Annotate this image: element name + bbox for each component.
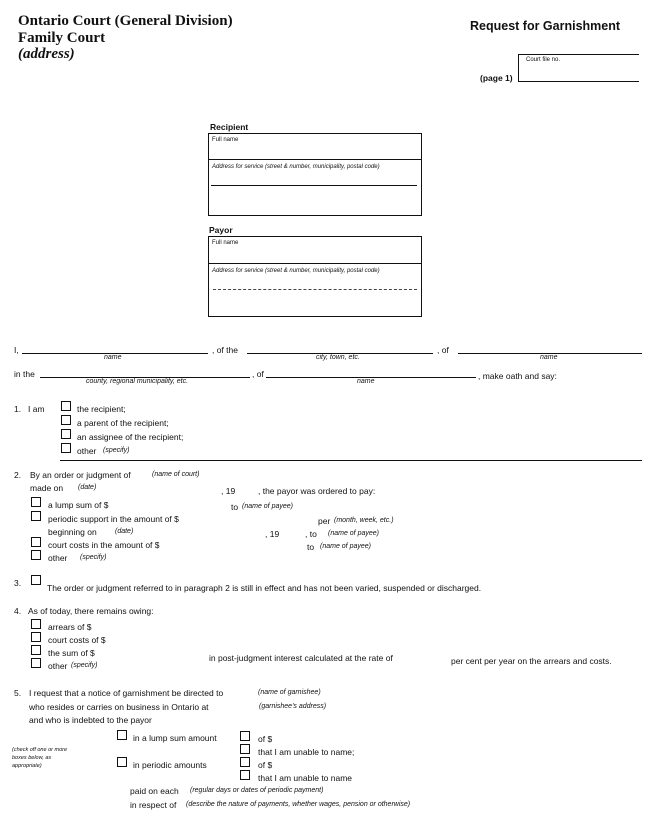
payor-address-field[interactable] — [213, 289, 417, 290]
recipient-full-name-field[interactable] — [209, 159, 421, 160]
p1-recipient-label: the recipient; — [77, 404, 126, 414]
p2-payee2-label: (name of payee) — [328, 530, 379, 537]
oath-make-oath: , make oath and say: — [478, 371, 557, 381]
oath-county-label: county, regional municipality, etc. — [86, 378, 189, 385]
p2-number: 2. — [14, 470, 22, 480]
oath-in-the: in the — [14, 369, 35, 379]
p2-per-label: (month, week, etc.) — [334, 517, 394, 524]
p2-beginning: beginning on — [48, 527, 97, 537]
p4-costs-label: court costs of $ — [48, 635, 106, 645]
p5-line1: I request that a notice of garnishment be directed to — [29, 688, 224, 698]
court-file-field[interactable] — [518, 81, 639, 82]
p4-arrears-label: arrears of $ — [48, 622, 92, 632]
p2-lump-label: a lump sum of $ — [48, 500, 109, 510]
p3-number: 3. — [14, 578, 22, 588]
p3-checkbox[interactable] — [31, 575, 41, 585]
oath-of: , of — [437, 345, 449, 355]
p5-lump-checkbox[interactable] — [117, 730, 127, 740]
p4-sum-label: the sum of $ — [48, 648, 95, 658]
p2-ordered: , the payor was ordered to pay: — [258, 486, 376, 496]
oath-i: I, — [14, 345, 19, 355]
oath-name2-label: name — [540, 354, 558, 361]
p1-i-am: I am — [28, 404, 45, 414]
p5-of2-checkbox[interactable] — [240, 757, 250, 767]
p2-per: per — [318, 516, 331, 526]
p2-other-checkbox[interactable] — [31, 550, 41, 560]
page-number: (page 1) — [480, 73, 513, 83]
p5-in-respect: in respect of — [130, 800, 177, 810]
court-branch: Family Court — [18, 30, 106, 46]
court-address: (address) — [18, 46, 75, 62]
payor-address-label: Address for service (street & number, municipality, postal code) — [212, 268, 380, 274]
p1-assignee-checkbox[interactable] — [61, 429, 71, 439]
p5-address-label: (garnishee's address) — [259, 703, 327, 710]
payor-box — [208, 236, 422, 317]
p1-parent-checkbox[interactable] — [61, 415, 71, 425]
p2-to1: to — [231, 502, 239, 512]
p1-other-field[interactable] — [60, 460, 642, 461]
p5-of2-label: of $ — [258, 760, 273, 770]
p5-garnishee-label: (name of garnishee) — [258, 689, 321, 696]
recipient-box — [208, 133, 422, 216]
p2-periodic-checkbox[interactable] — [31, 511, 41, 521]
p4-costs-checkbox[interactable] — [31, 632, 41, 642]
p5-line3: and who is indebted to the payor — [29, 715, 152, 725]
p5-unable2-checkbox[interactable] — [240, 770, 250, 780]
p1-parent-label: a parent of the recipient; — [77, 418, 169, 428]
p4-interest-label: in post-judgment interest calculated at the rate of — [209, 653, 393, 663]
p1-other-checkbox[interactable] — [61, 443, 71, 453]
p4-text: As of today, there remains owing: — [28, 606, 154, 616]
p1-assignee-label: an assignee of the recipient; — [77, 432, 184, 442]
p2-payee1-label: (name of payee) — [242, 503, 293, 510]
p5-respect-label: (describe the nature of payments, whether wages, pension or otherwise) — [186, 801, 411, 808]
payor-full-name-field[interactable] — [209, 263, 421, 264]
p5-lump-label: in a lump sum amount — [133, 733, 217, 743]
p1-specify-label: (specify) — [103, 447, 130, 454]
p2-made-on: made on — [30, 483, 64, 493]
p3-text: The order or judgment referred to in paragraph 2 is still in effect and has not been varied, suspended or discharged. — [47, 583, 482, 593]
p5-paid-label: (regular days or dates of periodic payment) — [190, 787, 324, 794]
p5-unable1-checkbox[interactable] — [240, 744, 250, 754]
p2-payee3-label: (name of payee) — [320, 543, 371, 550]
p4-arrears-checkbox[interactable] — [31, 619, 41, 629]
p1-other-label: other — [77, 446, 97, 456]
p2-costs-checkbox[interactable] — [31, 537, 41, 547]
p2-line1: By an order or judgment of — [30, 470, 131, 480]
p2-other-label: other — [48, 553, 68, 563]
oath-of-the: , of the — [212, 345, 238, 355]
p5-periodic-checkbox[interactable] — [117, 757, 127, 767]
p5-line2: who resides or carries on business in Ontario at — [29, 702, 209, 712]
p2-year: , 19 — [221, 486, 236, 496]
p4-specify-label: (specify) — [71, 662, 98, 669]
p5-side-note: (check off one or more boxes below, as appropriate) — [12, 747, 68, 769]
recipient-full-name-label: Full name — [212, 137, 239, 143]
payor-full-name-label: Full name — [212, 240, 239, 246]
oath-name-label: name — [104, 354, 122, 361]
p4-other-checkbox[interactable] — [31, 658, 41, 668]
p4-percent-label: per cent per year on the arrears and costs. — [451, 656, 612, 666]
p2-costs-label: court costs in the amount of $ — [48, 540, 160, 550]
recipient-address-field[interactable] — [211, 185, 417, 186]
p1-recipient-checkbox[interactable] — [61, 401, 71, 411]
p2-to2: , to — [305, 529, 317, 539]
p1-number: 1. — [14, 404, 22, 414]
recipient-address-label: Address for service (street & number, municipality, postal code) — [212, 164, 380, 170]
p2-to3: to — [307, 542, 315, 552]
form-title: Request for Garnishment — [470, 19, 621, 33]
p2-specify-label: (specify) — [80, 554, 107, 561]
p2-periodic-label: periodic support in the amount of $ — [48, 514, 179, 524]
p5-paid-on: paid on each — [130, 786, 179, 796]
p5-unable2-label: that I am unable to name — [258, 773, 353, 783]
p2-date-label: (date) — [78, 484, 97, 491]
oath-name3-label: name — [357, 378, 375, 385]
p4-other-label: other — [48, 661, 68, 671]
p5-unable1-label: that I am unable to name; — [258, 747, 355, 757]
p2-lump-checkbox[interactable] — [31, 497, 41, 507]
payor-title: Payor — [209, 225, 233, 235]
p2-year2: , 19 — [265, 529, 280, 539]
p4-sum-checkbox[interactable] — [31, 645, 41, 655]
court-file-label: Court file no. — [526, 57, 561, 63]
p5-number: 5. — [14, 688, 22, 698]
oath-of2: , of — [252, 369, 264, 379]
p5-of1-label: of $ — [258, 734, 273, 744]
oath-city-label: city, town, etc. — [316, 354, 360, 361]
recipient-title: Recipient — [210, 122, 249, 132]
p2-court-label: (name of court) — [152, 471, 200, 478]
p4-number: 4. — [14, 606, 22, 616]
p5-of1-checkbox[interactable] — [240, 731, 250, 741]
court-name: Ontario Court (General Division) — [18, 13, 233, 29]
p2-date2-label: (date) — [115, 528, 134, 535]
p5-periodic-label: in periodic amounts — [133, 760, 207, 770]
